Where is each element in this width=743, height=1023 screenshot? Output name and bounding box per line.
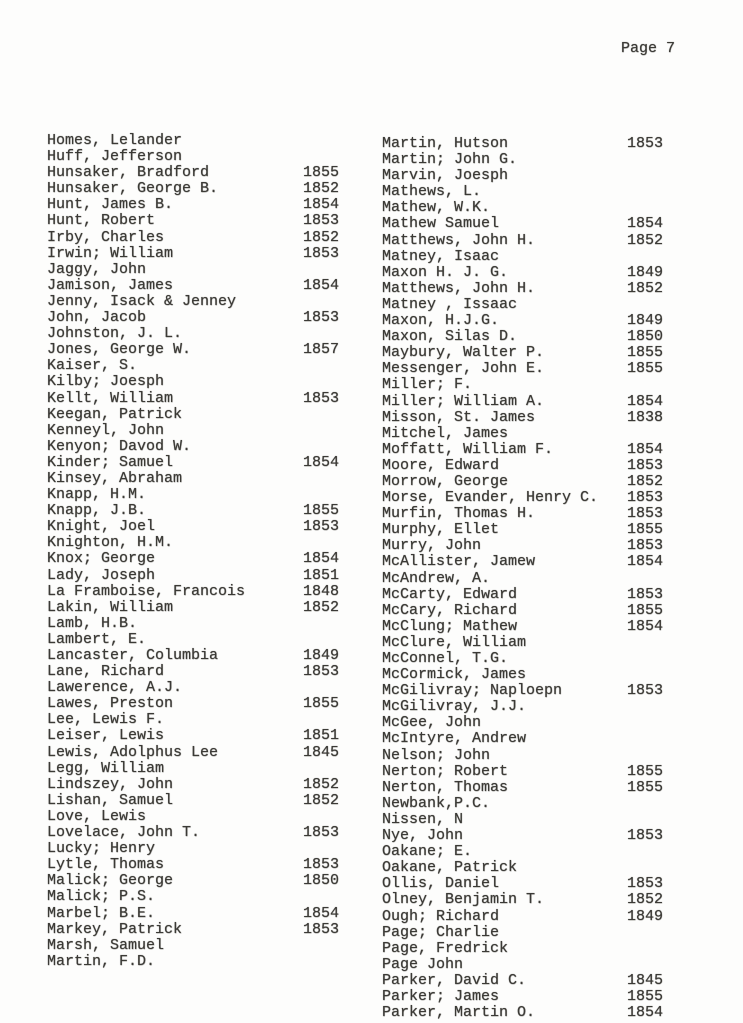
list-item [47,407,377,423]
list-item [382,184,722,200]
entry-name: Lawerence, A.J. [47,679,183,697]
list-item [47,664,377,680]
list-item [382,152,722,168]
entry-name: Knighton, H.M. [47,534,174,552]
entry-name: Knapp, H.M. [47,486,147,504]
entry-name: Morse, Evander, Henry C. [382,489,599,507]
list-item [382,651,722,667]
list-item [382,925,722,941]
entry-name: John, Jacob [47,309,147,327]
list-item [47,551,377,567]
list-item [382,345,722,361]
name-list-column-left [47,133,377,970]
entry-year: 1852 [303,598,340,616]
entry-name: Maybury, Walter P. [382,344,545,362]
entry-year: 1848 [303,582,340,600]
list-item [382,957,722,973]
list-item [382,506,722,522]
entry-name: Mathews, L. [382,183,482,201]
list-item [47,825,377,841]
entry-name: Johnston, J. L. [47,325,183,343]
entry-name: La Framboise, Francois [47,582,246,600]
entry-name: Markey, Patrick [47,920,183,938]
list-item [382,329,722,345]
entry-name: Homes, Lelander [47,132,183,149]
list-item [382,361,722,377]
entry-name: Messenger, John E. [382,360,545,378]
entry-name: Kellt, William [47,389,174,407]
list-item [47,294,377,310]
list-item [47,326,377,342]
entry-name: Hunt, Robert [47,212,156,230]
entry-year: 1855 [303,502,340,520]
list-item [382,458,722,474]
entry-name: Lady, Joseph [47,566,156,584]
entry-name: Lucky; Henry [47,840,156,858]
list-item [382,796,722,812]
entry-name: Nye, John [382,827,464,845]
entry-year: 1854 [303,904,340,922]
entry-year: 1853 [627,827,664,845]
entry-name: Jenny, Isack & Jenney [47,292,237,310]
list-item [382,635,722,651]
list-item [382,667,722,683]
list-item [382,860,722,876]
entry-name: Mathew, W.K. [382,199,491,217]
list-item [382,281,722,297]
entry-year: 1849 [303,647,340,664]
list-item [382,216,722,232]
entry-name: Martin, F.D. [47,952,156,970]
entry-name: Jones, George W. [47,341,192,359]
entry-year: 1853 [627,135,664,152]
entry-name: Murry, John [382,537,482,555]
entry-name: Matthews, John H. [382,279,536,297]
entry-name: Ollis, Daniel [382,875,500,893]
entry-name: McCary, Richard [382,601,518,619]
entry-name: Mitchel, James [382,424,509,442]
entry-name: Lee, Lewis F. [47,711,165,729]
entry-year: 1854 [627,440,664,458]
entry-name: Martin, Hutson [382,135,509,152]
list-item [382,909,722,925]
entry-name: Knox; George [47,550,156,568]
entry-year: 1853 [303,824,340,842]
list-item [47,873,377,889]
entry-name: McGilivray, J.J. [382,698,527,716]
entry-year: 1854 [303,550,340,568]
list-item [47,342,377,358]
list-item [47,889,377,905]
list-item [47,922,377,938]
list-item [47,568,377,584]
entry-name: Leiser, Lewis [47,727,165,745]
entry-year: 1849 [627,263,664,281]
entry-name: Matney, Isaac [382,247,500,265]
entry-name: Nerton, Thomas [382,778,509,796]
entry-year: 1852 [303,791,340,809]
entry-name: Miller; William A. [382,392,545,410]
entry-year: 1853 [303,389,340,407]
entry-name: Malick; P.S. [47,888,156,906]
entry-name: Kenyon; Davod W. [47,437,192,455]
entry-name: Marvin, Joesph [382,167,509,185]
entry-year: 1850 [627,328,664,346]
list-item [382,522,722,538]
entry-year: 1853 [303,518,340,536]
list-item [47,906,377,922]
list-item [47,632,377,648]
list-item [47,455,377,471]
entry-name: Knight, Joel [47,518,156,536]
list-item [382,313,722,329]
entry-name: Page John [382,955,464,973]
entry-year: 1852 [303,228,340,246]
list-item [382,233,722,249]
name-list-column-right [382,136,722,1021]
entry-name: Love, Lewis [47,807,147,825]
list-item [47,262,377,278]
entry-name: Jaggy, John [47,260,147,278]
entry-year: 1854 [627,1004,664,1022]
list-item [47,745,377,761]
entry-year: 1855 [627,778,664,796]
list-item [382,265,722,281]
entry-name: Maxon H. J. G. [382,263,509,281]
entry-year: 1853 [627,489,664,507]
entry-year: 1852 [303,775,340,793]
list-item [382,249,722,265]
list-item [382,490,722,506]
entry-year: 1855 [627,360,664,378]
entry-year: 1854 [627,392,664,410]
entry-name: Parker; James [382,987,500,1005]
list-item [382,1005,722,1021]
entry-name: Nelson; John [382,746,491,764]
list-item [47,809,377,825]
entry-year: 1849 [627,312,664,330]
list-item [47,230,377,246]
entry-name: Kilby; Joesph [47,373,165,391]
entry-name: Olney, Benjamin T. [382,891,545,909]
list-item [47,938,377,954]
entry-name: McAllister, Jamew [382,553,536,571]
entry-year: 1853 [303,856,340,874]
entry-year: 1855 [303,695,340,713]
list-item [47,165,377,181]
entry-year: 1852 [627,279,664,297]
entry-year: 1853 [303,309,340,327]
entry-name: Malick; George [47,872,174,890]
list-item [382,554,722,570]
entry-year: 1845 [303,743,340,761]
entry-name: Parker, Martin O. [382,1004,536,1022]
list-item [382,474,722,490]
entry-name: McGilivray; Naploepn [382,682,563,700]
list-item [47,358,377,374]
entry-year: 1852 [627,891,664,909]
entry-year: 1854 [303,196,340,214]
entry-name: Oakane, Patrick [382,859,518,877]
list-item [47,133,377,149]
entry-year: 1853 [303,920,340,938]
list-item [47,423,377,439]
entry-year: 1851 [303,727,340,745]
entry-name: Lawes, Preston [47,695,174,713]
entry-year: 1853 [303,244,340,262]
entry-name: Lindszey, John [47,775,174,793]
entry-name: Maxon, Silas D. [382,328,518,346]
entry-name: Lytle, Thomas [47,856,165,874]
entry-name: Hunsaker, Bradford [47,164,210,182]
entry-year: 1845 [627,971,664,989]
entry-year: 1855 [627,601,664,619]
entry-name: McConnel, T.G. [382,650,509,667]
entry-name: Kenneyl, John [47,421,165,439]
entry-name: Ough; Richard [382,907,500,925]
entry-name: McGee, John [382,714,482,732]
entry-name: Moffatt, William F. [382,440,554,458]
list-item [382,892,722,908]
entry-name: McCarty, Edward [382,585,518,603]
entry-name: McCormick, James [382,666,527,684]
page-number: Page 7 [621,40,676,57]
entry-year: 1853 [627,456,664,474]
list-item [47,680,377,696]
entry-name: Lane, Richard [47,663,165,681]
entry-year: 1855 [627,521,664,539]
entry-name: Lewis, Adolphus Lee [47,743,219,761]
list-item [382,297,722,313]
entry-year: 1849 [627,907,664,925]
entry-year: 1854 [627,553,664,571]
list-item [47,439,377,455]
list-item [47,519,377,535]
list-item [382,136,722,152]
list-item [382,812,722,828]
entry-name: Huff, Jefferson [47,148,183,166]
entry-name: Page, Fredrick [382,939,509,957]
list-item [382,442,722,458]
list-item [47,728,377,744]
entry-name: McIntyre, Andrew [382,730,527,748]
list-item [382,168,722,184]
list-item [382,587,722,603]
entry-year: 1855 [627,987,664,1005]
list-item [47,149,377,165]
entry-name: Nerton; Robert [382,762,509,780]
entry-name: Mathew Samuel [382,215,500,233]
list-item [47,600,377,616]
entry-year: 1854 [303,453,340,471]
entry-year: 1852 [303,180,340,198]
list-item [47,471,377,487]
entry-name: Oakane; E. [382,843,473,861]
list-item [382,973,722,989]
entry-name: Marbel; B.E. [47,904,156,922]
entry-name: McClung; Mathew [382,617,518,635]
entry-name: Murfin, Thomas H. [382,505,536,523]
list-item [47,584,377,600]
entry-year: 1857 [303,341,340,359]
list-item [382,410,722,426]
entry-name: Kaiser, S. [47,357,138,375]
entry-name: Hunsaker, George B. [47,180,219,198]
list-item [47,374,377,390]
list-item [47,616,377,632]
list-item [47,954,377,970]
list-item [382,699,722,715]
entry-name: Newbank,P.C. [382,794,491,812]
entry-year: 1853 [627,585,664,603]
entry-name: McClure, William [382,633,527,651]
entry-year: 1850 [303,872,340,890]
list-item [47,777,377,793]
entry-year: 1853 [627,537,664,555]
list-item [47,181,377,197]
entry-name: Parker, David C. [382,971,527,989]
list-item [47,246,377,262]
entry-name: McAndrew, A. [382,569,491,587]
entry-name: Moore, Edward [382,456,500,474]
list-item [47,793,377,809]
list-item [382,989,722,1005]
list-item [382,377,722,393]
list-item [382,828,722,844]
list-item [47,391,377,407]
entry-name: Matney , Issaac [382,295,518,313]
entry-name: Jamison, James [47,276,174,294]
entry-year: 1855 [627,762,664,780]
list-item [382,603,722,619]
list-item [47,535,377,551]
entry-name: Marsh, Samuel [47,936,165,954]
list-item [382,844,722,860]
entry-name: Murphy, Ellet [382,521,500,539]
list-item [382,426,722,442]
entry-year: 1853 [627,505,664,523]
entry-name: Legg, William [47,759,165,777]
list-item [382,394,722,410]
entry-year: 1853 [627,875,664,893]
list-item [382,748,722,764]
entry-year: 1855 [627,344,664,362]
entry-year: 1852 [627,231,664,249]
list-item [47,696,377,712]
entry-name: Miller; F. [382,376,473,394]
list-item [382,731,722,747]
entry-name: Knapp, J.B. [47,502,147,520]
entry-name: Lancaster, Columbia [47,647,219,664]
list-item [47,310,377,326]
entry-year: 1852 [627,472,664,490]
entry-name: Nissen, N [382,810,464,828]
entry-name: Lishan, Samuel [47,791,174,809]
list-item [382,571,722,587]
list-item [47,278,377,294]
entry-year: 1851 [303,566,340,584]
entry-name: Keegan, Patrick [47,405,183,423]
entry-name: Kinsey, Abraham [47,469,183,487]
list-item [47,648,377,664]
entry-name: Martin; John G. [382,151,518,169]
entry-name: Lovelace, John T. [47,824,201,842]
entry-name: Lamb, H.B. [47,614,138,632]
entry-name: Matthews, John H. [382,231,536,249]
list-item [47,841,377,857]
entry-year: 1854 [303,276,340,294]
entry-name: Lambert, E. [47,630,147,648]
entry-year: 1838 [627,408,664,426]
entry-name: Maxon, H.J.G. [382,312,500,330]
list-item [47,857,377,873]
entry-year: 1853 [303,212,340,230]
list-item [382,876,722,892]
list-item [47,761,377,777]
entry-year: 1855 [303,164,340,182]
list-item [382,764,722,780]
entry-name: Misson, St. James [382,408,536,426]
entry-year: 1854 [627,617,664,635]
entry-name: Morrow, George [382,472,509,490]
entry-year: 1854 [627,215,664,233]
list-item [382,780,722,796]
list-item [47,503,377,519]
entry-year: 1853 [627,682,664,700]
entry-name: Page; Charlie [382,923,500,941]
entry-name: Irwin; William [47,244,174,262]
entry-name: Irby, Charles [47,228,165,246]
list-item [47,487,377,503]
entry-name: Hunt, James B. [47,196,174,214]
list-item [47,213,377,229]
list-item [382,941,722,957]
entry-name: Lakin, William [47,598,174,616]
entry-year: 1853 [303,663,340,681]
list-item [382,619,722,635]
entry-name: Kinder; Samuel [47,453,174,471]
list-item [382,683,722,699]
